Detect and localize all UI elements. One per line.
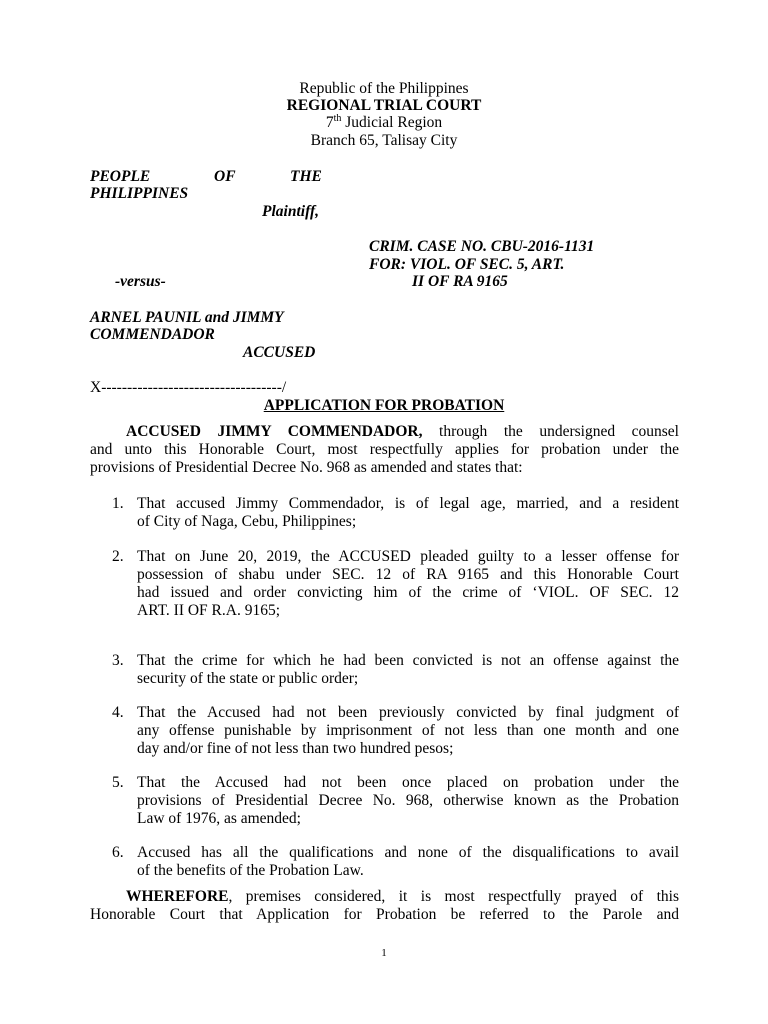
- header-region: [0, 114, 768, 132]
- item-line: possession of shabu under SEC. 12 of RA 9165 and this Honorable Court: [137, 566, 679, 583]
- wherefore-lead: WHEREFORE: [126, 888, 229, 905]
- list-item: [137, 548, 679, 620]
- wherefore-paragraph: [90, 888, 679, 924]
- wherefore-line-1: [90, 888, 679, 906]
- item-line: That the Accused had not been previously convicted by final judgment of: [137, 704, 679, 721]
- item-number: 5.: [112, 774, 124, 791]
- item-number: 2.: [112, 548, 124, 565]
- case-charge-cont: II OF RA 9165: [412, 273, 508, 290]
- list-item: [137, 652, 679, 688]
- item-line: That on June 20, 2019, the ACCUSED pleaded guilty to a lesser offense for: [137, 548, 679, 565]
- item-number: 1.: [112, 495, 124, 512]
- item-line: of City of Naga, Cebu, Philippines;: [137, 513, 357, 530]
- item-line: Law of 1976, as amended;: [137, 810, 301, 827]
- list-item: [137, 774, 679, 828]
- case-charge: FOR: VIOL. OF SEC. 5, ART.: [369, 256, 565, 273]
- intro-lead: ACCUSED JIMMY COMMENDADOR,: [126, 423, 423, 440]
- item-line: Accused has all the qualifications and none of the disqualifications to avail: [137, 844, 679, 861]
- caption-philippines: PHILIPPINES: [90, 185, 189, 202]
- caption-versus: -versus-: [115, 273, 166, 290]
- intro-line-1: [90, 423, 679, 441]
- list-item: [137, 495, 679, 531]
- header-branch: Branch 65, Talisay City: [310, 132, 458, 149]
- caption-plaintiff: Plaintiff,: [262, 203, 319, 220]
- item-number: 3.: [112, 652, 124, 669]
- document-title: APPLICATION FOR PROBATION: [263, 397, 505, 414]
- item-line: day and/or fine of not less than two hundred pesos;: [137, 740, 454, 757]
- item-line: any offense punishable by imprisonment of not less than one month and one: [137, 722, 679, 739]
- caption-accused-names-cont: COMMENDADOR: [90, 326, 215, 343]
- intro-paragraph: [90, 423, 679, 477]
- item-line: had issued and order convicting him of the crime of ‘VIOL. OF SEC. 12: [137, 584, 679, 601]
- page-number: 1: [381, 947, 387, 959]
- case-number: CRIM. CASE NO. CBU-2016-1131: [369, 238, 595, 255]
- intro-line-2: and unto this Honorable Court, most respectfully applies for probation under the: [90, 441, 679, 458]
- caption-the: THE: [290, 168, 322, 185]
- wherefore-line-2: Honorable Court that Application for Probation be referred to the Parole and: [90, 906, 679, 923]
- item-line: ART. II OF R.A. 9165;: [137, 602, 281, 619]
- item-line: security of the state or public order;: [137, 670, 359, 687]
- item-line: That the Accused had not been once placed on probation under the: [137, 774, 679, 791]
- wherefore-lead-rest: , premises considered, it is most respectfully prayed of this: [228, 888, 679, 905]
- item-line: That accused Jimmy Commendador, is of legal age, married, and a resident: [137, 495, 679, 512]
- item-number: 4.: [112, 704, 124, 721]
- caption-of: OF: [214, 168, 236, 185]
- item-line: provisions of Presidential Decree No. 968, otherwise known as the Probation: [137, 792, 679, 809]
- caption-accused-label: ACCUSED: [243, 344, 316, 361]
- item-line: That the crime for which he had been convicted is not an offense against the: [137, 652, 679, 669]
- caption-people: PEOPLE: [90, 168, 151, 185]
- intro-line-3: provisions of Presidential Decree No. 968 as amended and states that:: [90, 459, 523, 476]
- item-line: of the benefits of the Probation Law.: [137, 862, 364, 879]
- item-number: 6.: [112, 844, 124, 861]
- caption-accused-names: ARNEL PAUNIL and JIMMY: [90, 309, 284, 326]
- region-suffix: th: [333, 112, 342, 124]
- region-label: Judicial Region: [341, 114, 443, 131]
- caption-divider: X-----------------------------------/: [90, 379, 287, 396]
- list-item: [137, 844, 679, 880]
- header-republic: Republic of the Philippines: [299, 80, 469, 97]
- header-court: REGIONAL TRIAL COURT: [286, 97, 482, 114]
- intro-lead-rest: through the undersigned counsel: [422, 423, 679, 440]
- region-number: 7: [325, 114, 334, 131]
- list-item: [137, 704, 679, 758]
